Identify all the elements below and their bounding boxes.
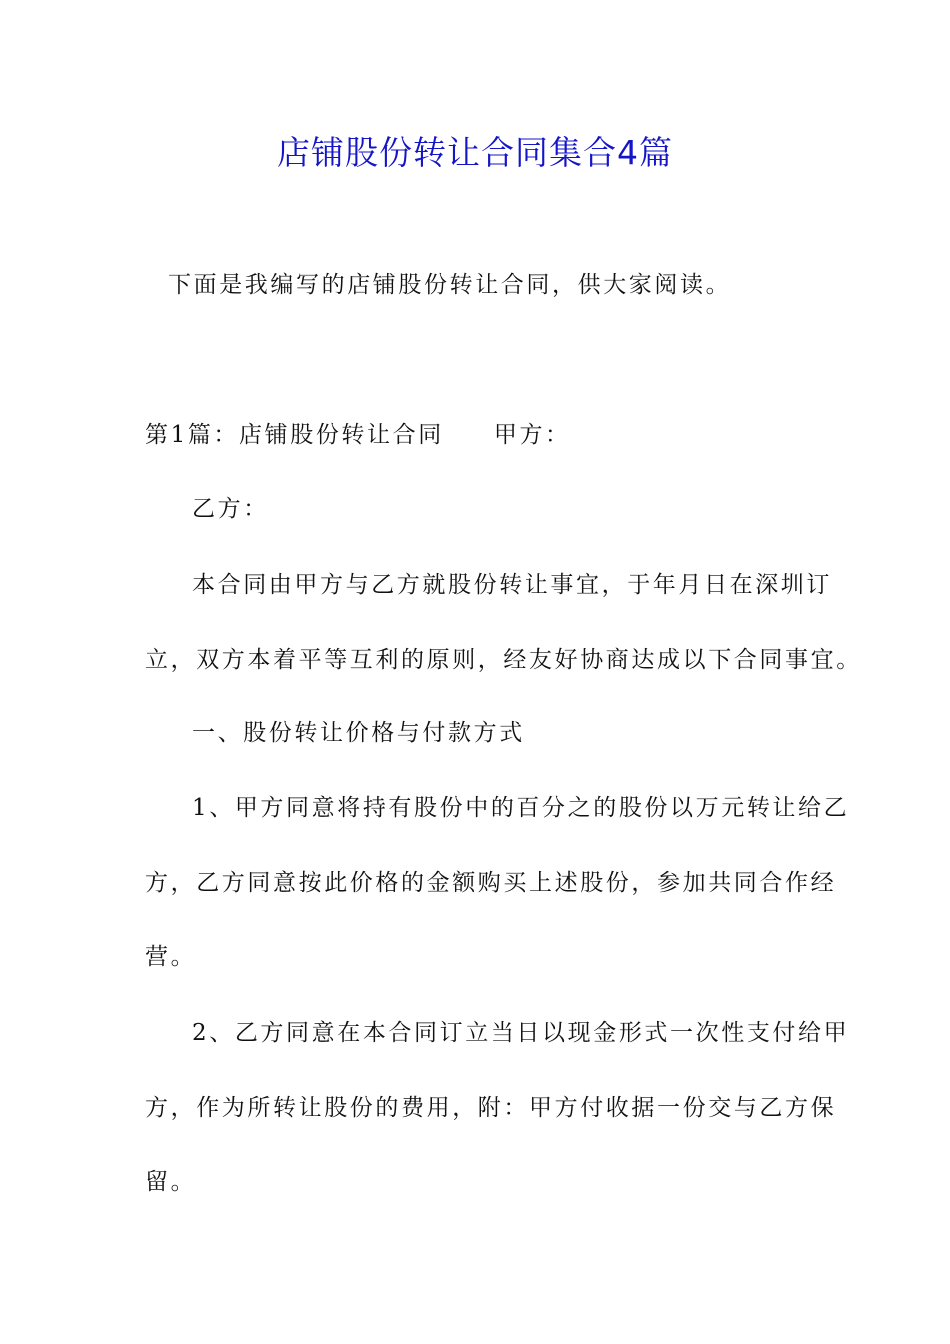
clause-heading-1: 一、股份转让价格与付款方式 <box>192 720 525 746</box>
party-a-label: 甲方： <box>493 422 571 448</box>
section-heading-line <box>145 420 815 450</box>
section1-heading: 第1篇：店铺股份转让合同 <box>145 422 444 448</box>
clause1-line3: 营。 <box>145 944 197 970</box>
paragraph1-line2: 立，双方本着平等互利的原则，经友好协商达成以下合同事宜。 <box>145 647 862 673</box>
paragraph1-line1: 本合同由甲方与乙方就股份转让事宜，于年月日在深圳订 <box>192 572 832 598</box>
clause1-line1: 1、甲方同意将持有股份中的百分之的股份以万元转让给乙 <box>192 795 850 821</box>
clause1-line2: 方，乙方同意按此价格的金额购买上述股份，参加共同合作经 <box>145 870 837 896</box>
intro-text: 下面是我编写的店铺股份转让合同，供大家阅读。 <box>168 272 732 298</box>
clause2-line3: 留。 <box>145 1169 197 1195</box>
clause2-line1: 2、乙方同意在本合同订立当日以现金形式一次性支付给甲 <box>192 1020 850 1046</box>
party-b-label: 乙方： <box>192 496 269 522</box>
clause2-line2: 方，作为所转让股份的费用，附：甲方付收据一份交与乙方保 <box>145 1095 837 1121</box>
document-title: 店铺股份转让合同集合4篇 <box>277 133 673 172</box>
